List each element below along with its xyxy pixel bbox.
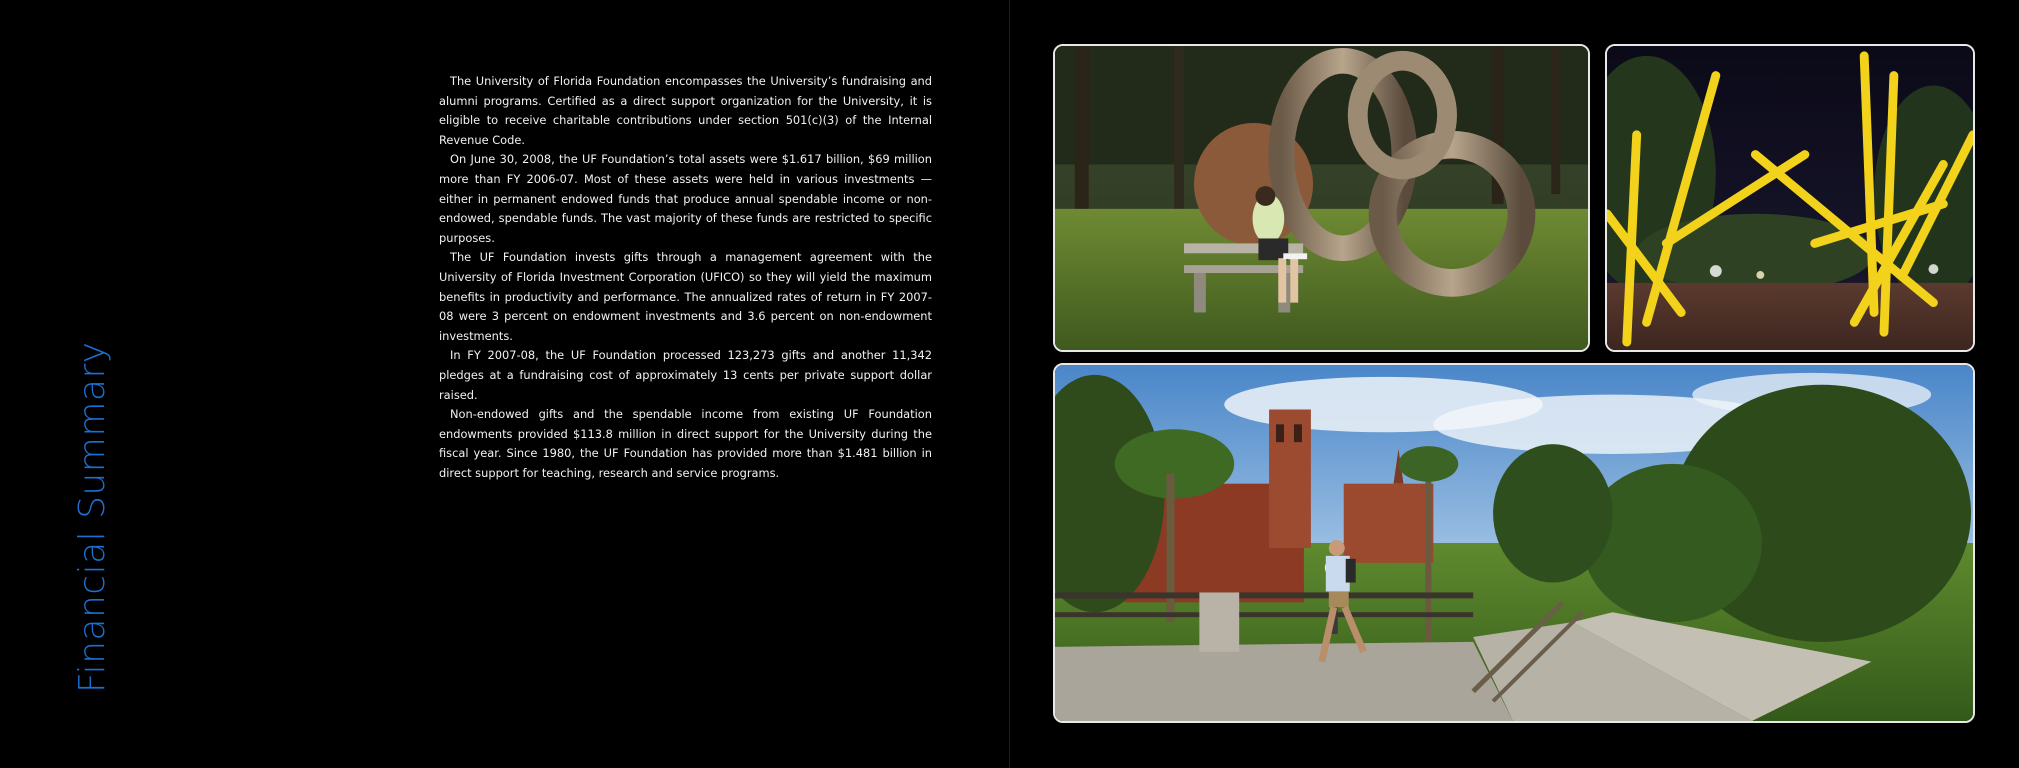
paragraph-1: The University of Florida Foundation encompasses the University’s fundraising and alumni programs. Certified as a direct support organization for the University, it is eligible to receive charitable contributions under section 501(c)(3) of the Internal Revenue Code. bbox=[439, 74, 932, 147]
page-gutter bbox=[1009, 0, 1010, 768]
sculpture-photo bbox=[1053, 44, 1590, 352]
yellow-sculpture-photo bbox=[1605, 44, 1975, 352]
paragraph-5: Non-endowed gifts and the spendable income from existing UF Foundation endowments provided $113.8 million in direct support for the University during the fiscal year. Since 1980, the UF Foundation has provided more than $1.481 billion in direct support for teaching, research and service programs. bbox=[439, 407, 932, 480]
campus-photo bbox=[1053, 363, 1975, 723]
financial-summary-text bbox=[439, 72, 932, 483]
section-title: Financial Summary bbox=[72, 341, 113, 693]
paragraph-2: On June 30, 2008, the UF Foundation’s total assets were $1.617 billion, $69 million more than FY 2006-07. Most of these assets were held in various investments — either in permanent endowed funds that produce annual spendable income or non-endowed, spendable funds. The vast majority of these funds are restricted to specific purposes. bbox=[439, 152, 932, 245]
paragraph-4: In FY 2007-08, the UF Foundation processed 123,273 gifts and another 11,342 pledges at a fundraising cost of approximately 13 cents per private support dollar raised. bbox=[439, 348, 932, 402]
campus-photo-image bbox=[1055, 365, 1973, 721]
sculpture-photo-image bbox=[1055, 46, 1588, 350]
yellow-sculpture-photo-image bbox=[1607, 46, 1973, 350]
paragraph-3: The UF Foundation invests gifts through a management agreement with the University of Florida Investment Corporation (UFICO) so they will yield the maximum benefits in productivity and performance. The annualized rates of return in FY 2007-08 were 3 percent on endowment investments and 3.6 percent on non-endowment investments. bbox=[439, 250, 932, 343]
